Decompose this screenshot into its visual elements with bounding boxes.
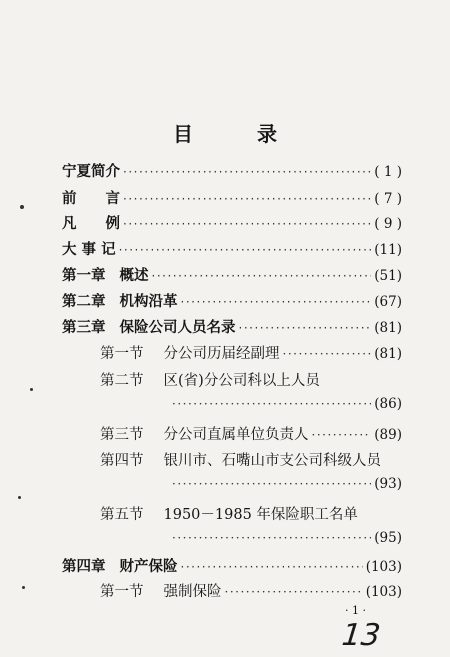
toc-label: 分公司直属单位负责人 [163,427,309,443]
leader-dots [123,217,371,231]
section-number: 第三节 [100,427,144,443]
scan-speck [20,205,24,209]
toc-entry-chapter-2[interactable] [62,290,402,310]
leader-dots [123,192,371,206]
section-number: 第一节 [100,584,144,600]
toc-entry-section-3-3[interactable] [100,423,402,443]
toc-entry-chapter-1[interactable] [62,264,402,284]
page-folio: · 1 · [345,604,366,617]
section-number: 第二节 [100,373,144,389]
toc-entry-section-3-2[interactable] [100,369,402,389]
toc-entry-section-3-5[interactable] [100,503,402,523]
toc-label: 宁夏简介 [62,164,120,180]
leader-dots [119,243,372,257]
leader-dots [172,477,371,491]
chapter-number: 第三章 [62,320,106,336]
toc-page-number: (103) [365,584,402,600]
section-number: 第四节 [100,453,144,469]
toc-entry-chronicle[interactable] [62,238,402,258]
section-number: 第五节 [100,507,144,523]
toc-page-number: (103) [365,559,402,575]
page-title: 目 录 [173,122,299,146]
toc-page-number: (93) [374,476,402,492]
toc-page-number: (95) [374,530,402,546]
toc-entry-section-3-4-continuation [172,476,402,496]
toc-page-number: (81) [374,320,402,336]
toc-entry-section-3-5-continuation [172,530,402,550]
toc-entry-section-3-2-continuation [172,396,402,416]
toc-page-number: (86) [374,396,402,412]
leader-dots [239,321,372,335]
toc-page-number: (67) [374,294,402,310]
toc-label: 区(省)分公司科以上人员 [163,373,320,389]
toc-label: 前 言 [62,191,120,207]
chapter-number: 第一章 [62,268,106,284]
toc-page-number: (89) [374,427,402,443]
leader-dots [123,165,371,179]
toc-entry-chapter-4[interactable] [62,555,402,575]
toc-entry-section-4-1[interactable] [100,580,402,600]
toc-page-number: ( 7 ) [374,191,402,207]
toc-page-number: (81) [374,346,402,362]
leader-dots [283,347,372,361]
toc-label: 分公司历届经副理 [163,346,280,362]
leader-dots [225,585,363,599]
scan-speck [22,586,25,589]
toc-label: 大 事 记 [62,242,116,258]
leader-dots [312,428,372,442]
toc-entry-chapter-3[interactable] [62,316,402,336]
section-number: 第一节 [100,346,144,362]
leader-dots [181,560,363,574]
scan-speck [18,496,21,499]
toc-page-number: ( 9 ) [374,216,402,232]
handwritten-page-number: 13 [340,618,383,653]
toc-label: 概述 [119,268,149,284]
leader-dots [181,295,372,309]
toc-entry-section-3-4[interactable] [100,449,402,469]
toc-page-number: ( 1 ) [374,164,402,180]
toc-label: 强制保险 [163,584,222,600]
toc-label: 1950－1985 年保险职工名单 [163,507,358,523]
toc-label: 凡 例 [62,216,120,232]
leader-dots [172,531,371,545]
toc-entry-section-3-1[interactable] [100,342,402,362]
chapter-number: 第四章 [62,559,106,575]
toc-label: 保险公司人员名录 [119,320,236,336]
toc-page-number: (11) [374,242,402,258]
leader-dots [152,269,372,283]
toc-label: 银川市、石嘴山市支公司科级人员 [163,453,381,469]
toc-entry-notes[interactable] [62,212,402,232]
scan-speck [30,388,33,391]
toc-label: 财产保险 [119,559,178,575]
toc-label: 机构沿革 [119,294,178,310]
toc-entry-preface[interactable] [62,187,402,207]
toc-entry-intro[interactable] [62,160,402,180]
leader-dots [172,397,371,411]
toc-page-number: (51) [374,268,402,284]
chapter-number: 第二章 [62,294,106,310]
